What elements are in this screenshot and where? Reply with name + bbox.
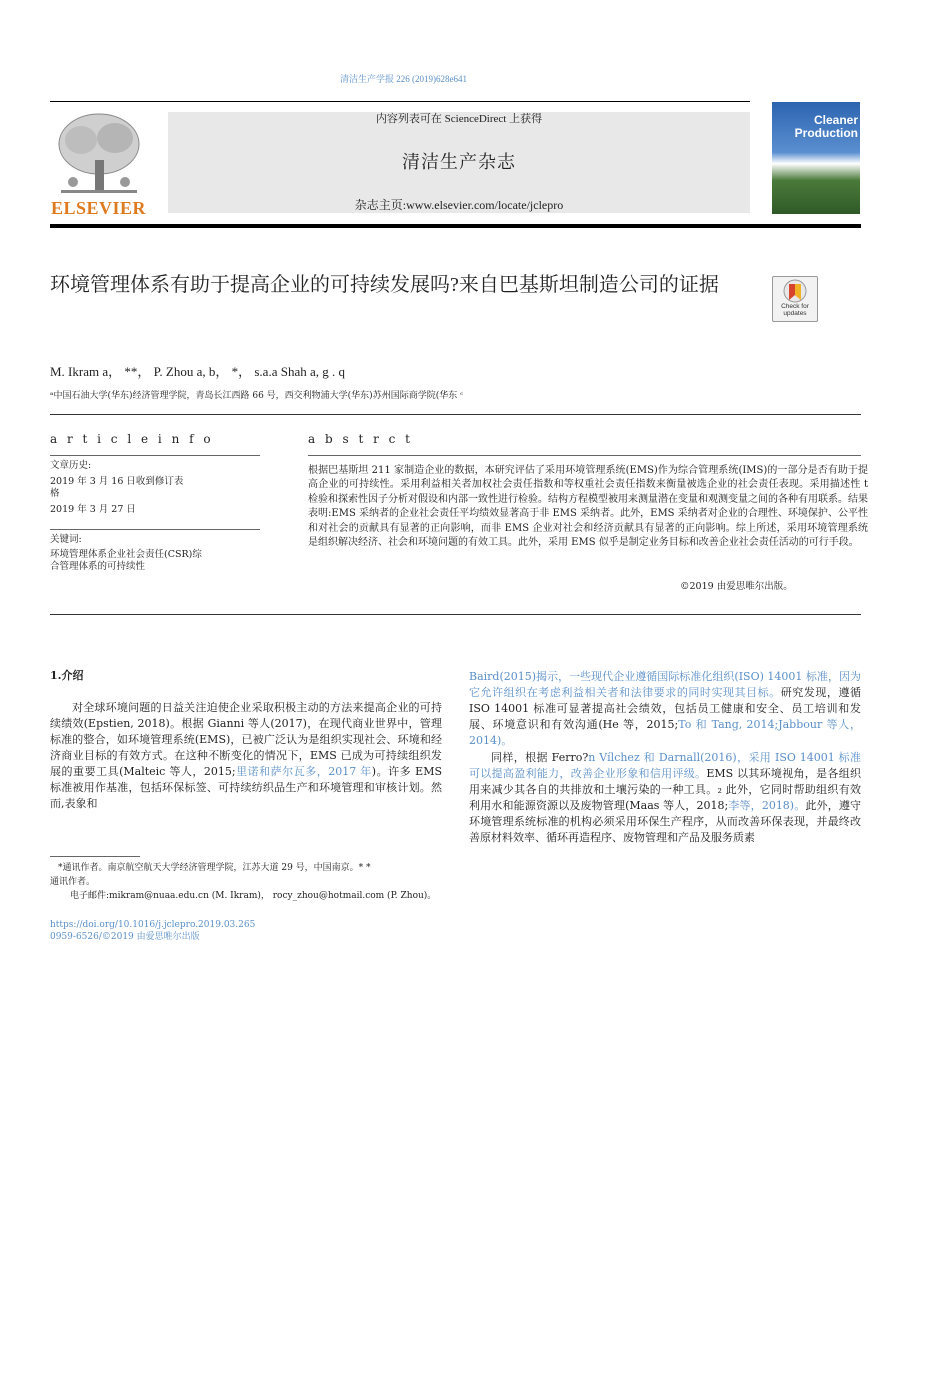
corresponding-author-1: *通讯作者。南京航空航天大学经济管理学院，江苏大道 29 号，中国南京。* * [58, 863, 371, 873]
abstract-copyright: ©2019 由爱思唯尔出版。 [680, 581, 793, 592]
info-sub-rule [50, 455, 260, 456]
elsevier-tree-logo [51, 110, 147, 198]
article-info-heading: a r t i c l e i n f o [50, 432, 214, 446]
journal-citation[interactable]: 清洁生产学报 226 (2019)628e641 [340, 74, 467, 84]
journal-name: 清洁生产杂志 [402, 152, 516, 172]
history-received: 2019 年 3 月 16 日收到修订表 [50, 476, 184, 487]
intro-right-paragraph-1 [469, 669, 861, 749]
ref-link-to-tang[interactable]: To 和 Tang, 2014;Jabbour 等人，2014)。 [469, 718, 861, 747]
abstract-rule [308, 455, 861, 456]
ref-link-ferron[interactable]: n Vílchez 和 Darnall(2016)，采用 ISO 14001 标准可以提高盈利能力，改善企业形象和信用评级。 [469, 751, 861, 780]
intro-right-text-b: 研究发现，遵循 ISO 14001 标准可显著提高社会绩效，包括员工健康和安全、员工培训和发展、环境意识和有效沟通(He 等，2015; [469, 686, 862, 731]
journal-homepage[interactable]: 杂志主页:www.elsevier.com/locate/jclepro [354, 198, 564, 212]
author-list: M. Ikram a， **， P. Zhou a, b， *， s.a.a Shah a, g . q [50, 364, 345, 379]
check-for-updates-button[interactable] [772, 276, 818, 322]
ref-link-baird[interactable]: Baird(2015)揭示，一些现代企业遵循国际标准化组织(ISO) 14001 标准，因为它允许组织在考虑利益相关者和法律要求的同时实现其目标。 [469, 670, 861, 699]
intro-right-text-e: 此外，遵守环境管理系统标准的机构必须采用环保生产程序，从而改善环保表现，并最终改善原材料效率、循环再造程序、废物管理和产品及服务质素 [469, 799, 862, 844]
publisher-logo-text: ELSEVIER [51, 198, 147, 218]
header-top-rule [50, 101, 750, 102]
history-label: 文章历史: [50, 460, 92, 471]
affiliations: ᵃ中国石油大学(华东)经济管理学院，青岛长江西路 66 号，西交利物浦大学(华东)苏州国际商学院(华东 ᶜ [50, 391, 464, 401]
ref-link-li[interactable]: 李等，2018)。 [728, 799, 806, 812]
intro-left-text-b: )。许多 EMS 标准被用作基准，包括环保标签、可持续纺织品生产和环境管理和审核计划。然而,表象和 [50, 765, 442, 810]
intro-right-paragraph-2 [469, 750, 861, 846]
header-thick-rule [50, 224, 861, 228]
keywords-line-2: 合管理体系的可持续性 [50, 561, 146, 572]
keywords-line-1: 环境管理体系企业社会责任(CSR)综 [50, 549, 202, 560]
abstract-text: 根据巴基斯坦 211 家制造企业的数据，本研究评估了采用环境管理系统(EMS)作为综合管理系统(IMS)的一部分是否有助于提高企业的可持续性。采用利益相关者加权社会责任指数和等权重社会责任指数来衡量被选企业的社会责任表现。采用描述性 t 检验和探索性因子分析对假设和内部一致性进行检验。结构方程模型被用来测量潜在变量和观测变量之间的各种有用联系。结果表明:EMS 采纳者的企业社会责任平均绩效显著高于非 EMS 采纳者。此外，EMS 采纳者对企业的合理性、环境保护、公平性和对社会的贡献具有显著的正向影响，而非 EMS 企业对社会和经济贡献具有显著的正向影响。综上所述，采用环境管理系统是组织解决经济、社会和环境问题的有效工具。此外，采用 EMS 似乎是制定业务目标和改善企业社会责任活动的可行手段。 [308, 465, 868, 549]
author-emails[interactable]: 电子邮件:mikram@nuaa.edu.cn (M. Ikram)， rocy_zhou@hotmail.com (P. Zhou)。 [70, 891, 437, 901]
issn-copyright: 0959-6526/©2019 由爱思唯尔出版 [50, 932, 200, 942]
bookmark-icon [773, 278, 817, 306]
corresponding-author-2: 通讯作者。 [50, 877, 96, 887]
keywords-label: 关键词: [50, 534, 82, 545]
check-for-updates-label: Check for updates [781, 303, 809, 317]
intro-right-text-c: 同样，根据 Ferro? [491, 751, 589, 764]
footnote-rule [50, 856, 140, 857]
ref-link-rino[interactable]: 里诺和萨尔瓦多，2017 年 [235, 765, 372, 778]
sciencedirect-availability: 内容列表可在 ScienceDirect 上获得 [375, 113, 543, 125]
cover-title: Cleaner Production [794, 113, 858, 140]
keywords-rule [50, 529, 260, 530]
intro-left-paragraph [50, 700, 442, 812]
abstract-bottom-rule [50, 614, 861, 615]
history-received-cont: 格 [50, 488, 60, 499]
intro-heading: 1.介绍 [50, 669, 84, 682]
doi-link[interactable]: https://doi.org/10.1016/j.jclepro.2019.03.265 [50, 920, 256, 930]
history-accepted: 2019 年 3 月 27 日 [50, 504, 136, 515]
abstract-heading: a b s t r c t [308, 432, 413, 446]
article-title: 环境管理体系有助于提高企业的可持续发展吗?来自巴基斯坦制造公司的证据 [50, 274, 719, 296]
intro-left-text-a: 对全球环境问题的日益关注迫使企业采取积极主动的方法来提高企业的可持续绩效(Epstien, 2018)。根据 Gianni 等人(2017)，在现代商业世界中，管理标准的整合，如环境管理系统(EMS)，已被广泛认为是组织实现社会、环境和经济商业目标的有效方式。在这种不断变化的情况下，EMS 已成为可持续组织发展的重要工具(Malteic 等人，2015; [50, 701, 442, 778]
intro-right-text-d: EMS 以其环境视角，是各组织用来减少其各自的共排放和土壤污染的一种工具。₂ 此外，它同时帮助组织有效利用水和能源资源以及废物管理(Maas 等人，2018; [469, 767, 862, 812]
info-top-rule [50, 414, 861, 415]
